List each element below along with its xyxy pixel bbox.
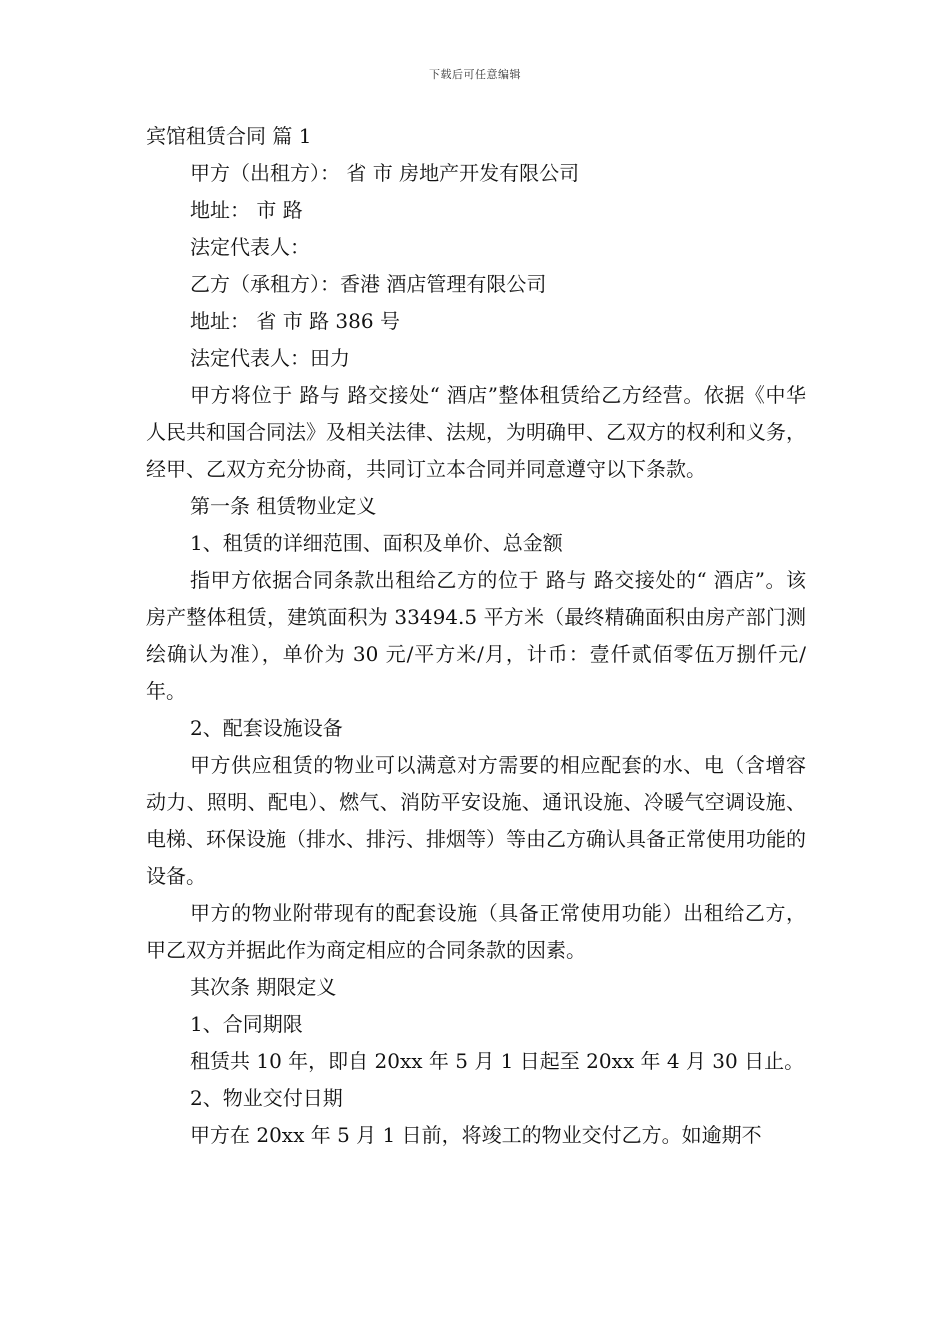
- party-a-address: 地址： 市 路: [190, 198, 303, 222]
- party-b-line: 乙方（承租方）：香港 酒店管理有限公司: [190, 272, 547, 296]
- article-1-item-2-text-1: 甲方供应租赁的物业可以满意对方需要的相应配套的水、电（含增容动力、照明、配电）、燃气、消防平安设施、通讯设施、冷暖气空调设施、电梯、环保设施（排水、排污、排烟等）等由乙方确认具备正常使用功能的设备。: [146, 753, 806, 888]
- article-1-item-1-text: 指甲方依据合同条款出租给乙方的位于 路与 路交接处的“ 酒店”。该房产整体租赁，建筑面积为 33494.5 平方米（最终精确面积由房产部门测绘确认为准），单价为 30 元/平方米/月，计币：壹仟贰佰零伍万捌仟元/年。: [146, 568, 806, 703]
- document-body: [146, 118, 806, 1154]
- article-1-item-2-heading: 2、配套设施设备: [190, 716, 343, 740]
- article-2-item-2-heading: 2、物业交付日期: [190, 1086, 343, 1110]
- article-1-heading: 第一条 租赁物业定义: [190, 494, 377, 518]
- party-b-address: 地址： 省 市 路 386 号: [190, 309, 400, 333]
- party-a-line: 甲方（出租方）： 省 市 房地产开发有限公司: [190, 161, 580, 185]
- header-note: 下载后可任意编辑: [429, 68, 521, 81]
- party-b-representative: 法定代表人：田力: [190, 346, 350, 370]
- intro-paragraph: 甲方将位于 路与 路交接处“ 酒店”整体租赁给乙方经营。依据《中华人民共和国合同法》及相关法律、法规，为明确甲、乙双方的权利和义务，经甲、乙双方充分协商，共同订立本合同并同意遵守以下条款。: [146, 383, 806, 481]
- article-1-item-1-heading: 1、租赁的详细范围、面积及单价、总金额: [190, 531, 563, 555]
- party-a-representative: 法定代表人：: [190, 235, 310, 259]
- article-2-heading: 其次条 期限定义: [190, 975, 337, 999]
- article-2-item-1-heading: 1、合同期限: [190, 1012, 303, 1036]
- article-2-item-2-text: 甲方在 20xx 年 5 月 1 日前，将竣工的物业交付乙方。如逾期不: [190, 1123, 762, 1147]
- article-1-item-2-text-2: 甲方的物业附带现有的配套设施（具备正常使用功能）出租给乙方，甲乙双方并据此作为商定相应的合同条款的因素。: [146, 901, 806, 962]
- article-2-item-1-text: 租赁共 10 年，即自 20xx 年 5 月 1 日起至 20xx 年 4 月 30 日止。: [190, 1049, 805, 1073]
- document-title: 宾馆租赁合同 篇 1: [146, 124, 312, 148]
